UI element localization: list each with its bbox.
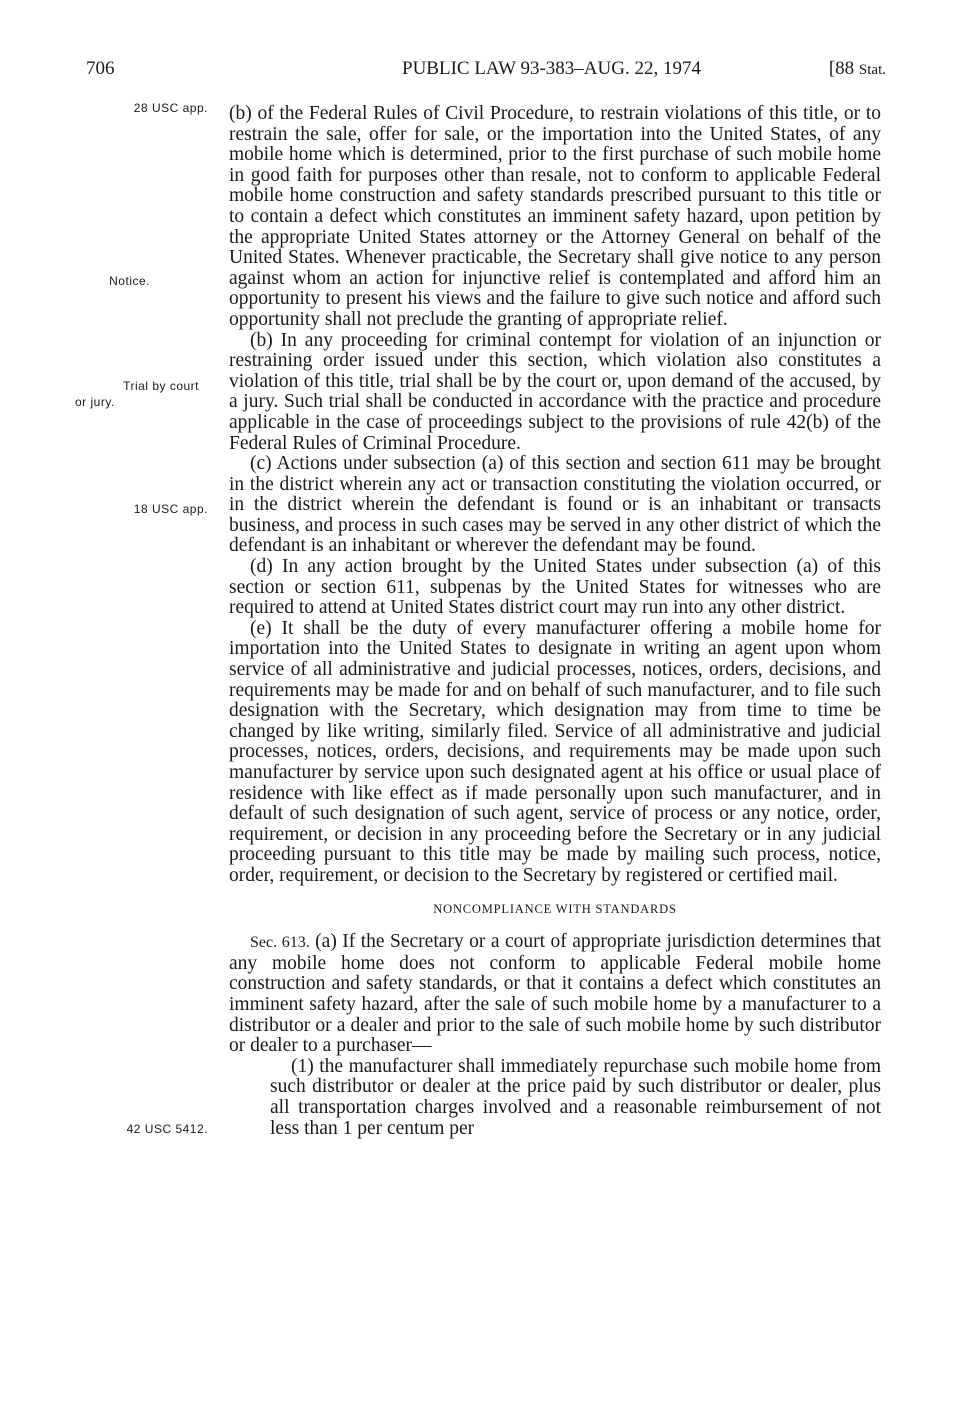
margin-note-42-usc: 42 USC 5412. <box>126 1122 208 1136</box>
paragraph-c-venue: (c) Actions under subsection (a) of this section and section 611 may be brought in the district wherein any act or transaction constituting the violation occurred, or in the district wherein the defendant is found or is an inhabitant or transacts business, and process in such cases may be served in any other district of which the defendant is an inhabitant or wherever the defendant may be found. <box>229 453 881 557</box>
margin-note-trial-line1: Trial by court <box>123 379 199 393</box>
paragraph-b-contempt: (b) In any proceeding for criminal contempt for violation of an injunction or restraining order issued under this section, which violation also constitutes a violation of this title, trial shall be by the court or, upon demand of the accused, by a jury. Such trial shall be conducted in accordance with the practice and procedure applicable in the case of proceedings subject to the provisions of rule 42(b) of the Federal Rules of Criminal Procedure. <box>229 329 881 454</box>
statute-abbrev: Stat. <box>858 62 886 78</box>
margin-note-18-usc: 18 USC app. <box>133 502 208 516</box>
running-title: PUBLIC LAW 93-383–AUG. 22, 1974 <box>402 58 701 79</box>
margin-note-trial <box>75 378 199 410</box>
paragraph-d-subpenas: (d) In any action brought by the United States under subsection (a) of this section or section 611, subpenas by the United States for witnesses who are required to attend at United States district court may run into any other district. <box>229 556 881 619</box>
margin-note-28-usc: 28 USC app. <box>133 101 208 115</box>
paragraph-e-agent: (e) It shall be the duty of every manufacturer offering a mobile home for importation into the United States to designate in writing an agent upon whom service of all administrative and judicial processes, notices, orders, decisions, and requirements may be made for and on behalf of such manufacturer, and to file such designation with the Secretary, which designation may from time to time be changed by like writing, similarly filed. Service of all administrative and judicial processes, notices, orders, decisions, and requirements may be made upon such manufacturer by service upon such designated agent at his office or usual place of residence with like effect as if made personally upon such manufacturer, and in default of such designation of such agent, service of process or any notice, order, requirement, or decision in any proceeding before the Secretary or in any judicial proceeding pursuant to this title may be made by mailing such process, notice, order, requirement, or decision to the Secretary by registered or certified mail. <box>229 617 881 886</box>
paragraph-sec-613-a <box>229 932 881 1057</box>
section-label: Sec. 613. <box>250 934 310 952</box>
margin-note-trial-line2: or jury. <box>75 395 115 409</box>
paragraph-613-a-1: (1) the manufacturer shall immediately repurchase such mobile home from such distributor or dealer at the price paid by such distributor or dealer, plus all transportation charges involved and a reasonable reimbursement of not less than 1 per centum per <box>270 1055 881 1139</box>
page-number: 706 <box>86 58 115 79</box>
section-heading: NONCOMPLIANCE WITH STANDARDS <box>433 901 677 916</box>
margin-note-notice: Notice. <box>109 274 150 288</box>
paragraph-b-civil: (b) of the Federal Rules of Civil Procedure, to restrain violations of this title, or to restrain the sale, offer for sale, or the importation into the United States, of any mobile home which is determined, prior to the first purchase of such mobile home in good faith for purposes other than resale, not to conform to applicable Federal mobile home construction and safety standards prescribed pursuant to this title or to contain a defect which constitutes an imminent safety hazard, upon petition by the appropriate United States attorney or the Attorney General on behalf of the United States. Whenever practicable, the Secretary shall give notice to any person against whom an action for injunctive relief is contemplated and afford him an opportunity to present his views and the failure to give such notice and afford such opportunity shall not preclude the granting of appropriate relief. <box>229 103 881 330</box>
statute-volume: [88 <box>828 58 859 79</box>
statute-reference <box>829 58 886 80</box>
section-613-a-text: (a) If the Secretary or a court of appropriate jurisdiction determines that any mobile home does not conform to applicable Federal mobile home construction and safety standards, or that it contains a defect which constitutes an imminent safety hazard, after the sale of such mobile home by a manufacturer to a distributor or a dealer and prior to the sale of such mobile home by such distributor or dealer to a purchaser— <box>229 931 881 1057</box>
page-header <box>86 58 886 84</box>
body-text <box>229 104 881 1139</box>
